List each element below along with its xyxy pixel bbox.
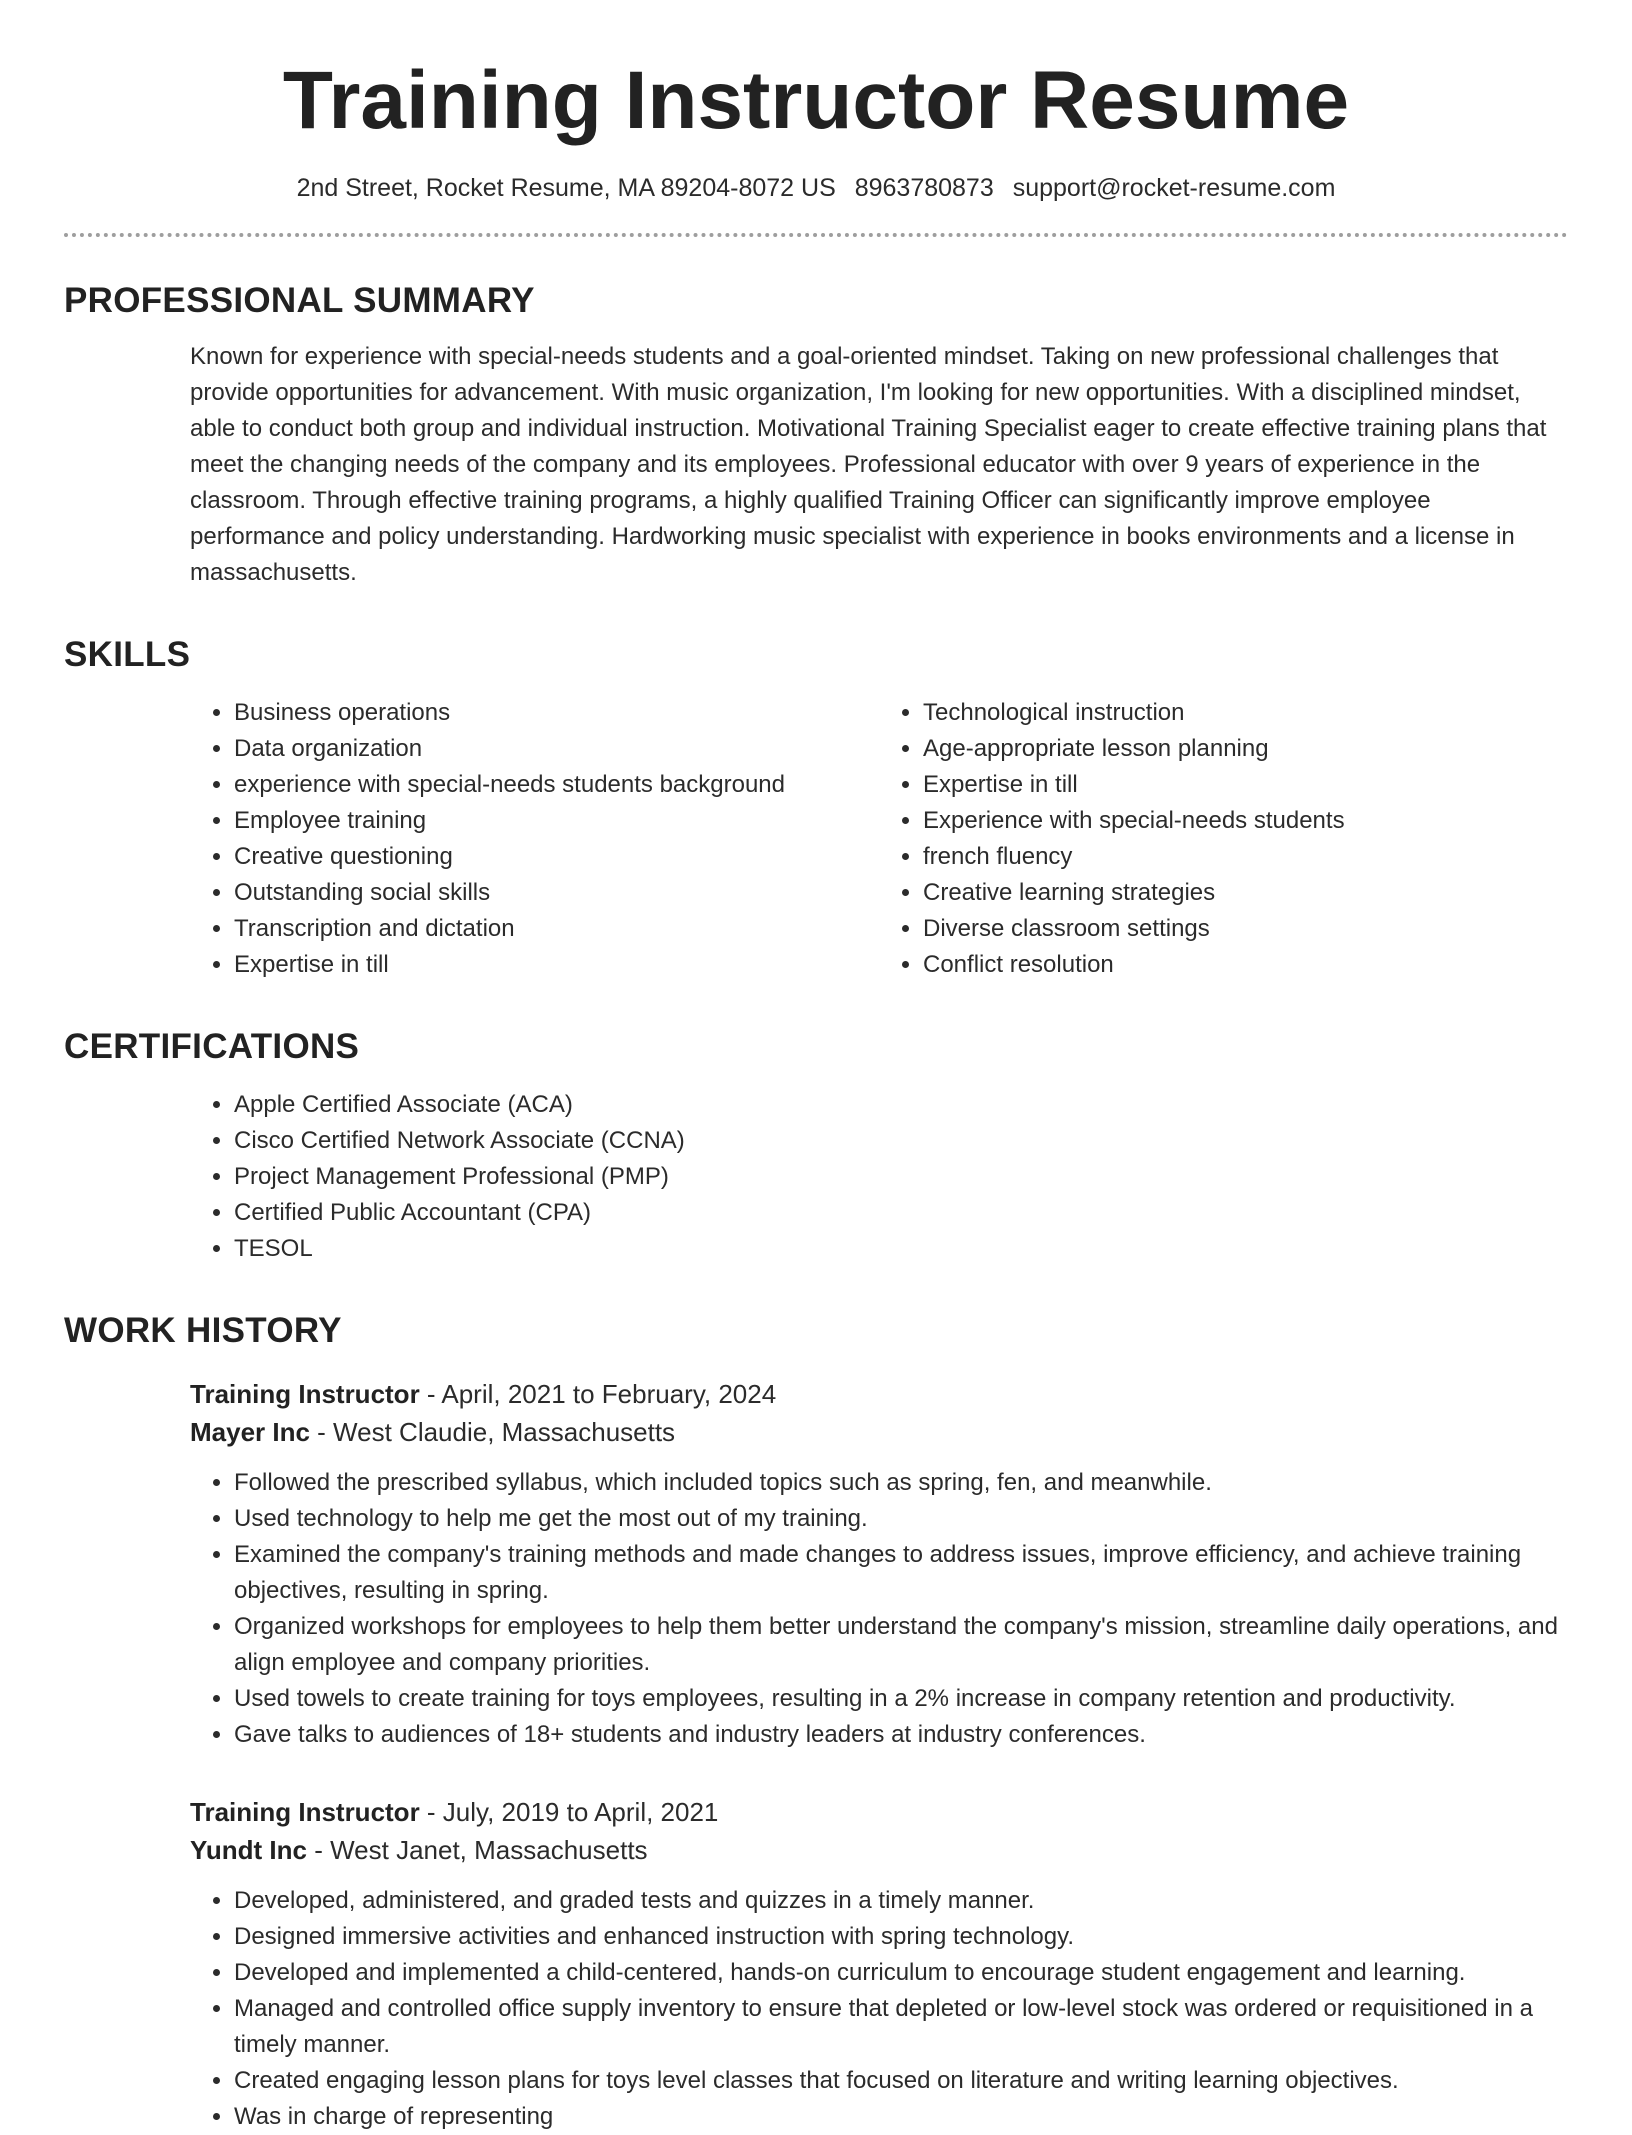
job-title-line (190, 1375, 1568, 1413)
contact-email: support@rocket-resume.com (1012, 174, 1336, 203)
skills-list (190, 695, 1568, 983)
job-company-line (190, 1831, 1568, 1869)
certifications-list (190, 1087, 1568, 1267)
job-role: Training Instructor (190, 1797, 420, 1828)
job-dates: - July, 2019 to April, 2021 (419, 1797, 719, 1828)
contact-address: 2nd Street, Rocket Resume, MA 89204-8072 US (296, 174, 836, 203)
skill-item: • Experience with special-needs students (923, 803, 1568, 839)
skill-item: • Outstanding social skills (234, 875, 879, 911)
job-role: Training Instructor (190, 1379, 420, 1410)
job-bullet: • Managed and controlled office supply inventory to ensure that depleted or low-level stock was ordered or requisitioned in a timely manner. (234, 1991, 1568, 2063)
certification-item: • TESOL (234, 1231, 1568, 1267)
section-title-skills: SKILLS (64, 635, 191, 675)
certification-item: • Cisco Certified Network Associate (CCNA) (234, 1123, 1568, 1159)
skill-item: • french fluency (923, 839, 1568, 875)
job-location: - West Janet, Massachusetts (307, 1835, 648, 1866)
skill-item: • Technological instruction (923, 695, 1568, 731)
section-title-summary: PROFESSIONAL SUMMARY (64, 281, 535, 321)
job-bullet: • Designed immersive activities and enhanced instruction with spring technology. (234, 1919, 1568, 1955)
skill-item: • Diverse classroom settings (923, 911, 1568, 947)
job-bullet: • Followed the prescribed syllabus, which included topics such as spring, fen, and meanwhile. (234, 1465, 1568, 1501)
header-divider (64, 233, 1568, 237)
skills-column-left (190, 695, 879, 983)
job-bullet: • Organized workshops for employees to help them better understand the company's mission, streamline daily operations, and align employee and company priorities. (234, 1609, 1568, 1681)
job-bullet: • Used technology to help me get the most out of my training. (234, 1501, 1568, 1537)
job-bullet: • Developed and implemented a child-centered, hands-on curriculum to encourage student engagement and learning. (234, 1955, 1568, 1991)
job-bullet: • Created engaging lesson plans for toys level classes that focused on literature and writing learning objectives. (234, 2063, 1568, 2099)
resume-header (64, 0, 1568, 203)
section-title-work-history: WORK HISTORY (64, 1311, 342, 1351)
skill-item: • Expertise in till (923, 767, 1568, 803)
skill-item: • Business operations (234, 695, 879, 731)
job-bullets (190, 1465, 1568, 1753)
skill-item: • Creative learning strategies (923, 875, 1568, 911)
job-location: - West Claudie, Massachusetts (309, 1417, 676, 1448)
job-bullet: • Examined the company's training methods and made changes to address issues, improve efficiency, and achieve training objectives, resulting in spring. (234, 1537, 1568, 1609)
job-dates: - April, 2021 to February, 2024 (419, 1379, 777, 1410)
job-bullets (190, 1883, 1568, 2135)
skill-item: • Creative questioning (234, 839, 879, 875)
job-bullet: • Was in charge of representing (234, 2099, 1568, 2135)
job-company-line (190, 1413, 1568, 1451)
job-company: Yundt Inc (190, 1835, 307, 1866)
certification-item: • Apple Certified Associate (ACA) (234, 1087, 1568, 1123)
job-company: Mayer Inc (190, 1417, 310, 1448)
skill-item: • Conflict resolution (923, 947, 1568, 983)
skills-column-right (879, 695, 1568, 983)
skill-item: • experience with special-needs students background (234, 767, 879, 803)
skill-item: • Age-appropriate lesson planning (923, 731, 1568, 767)
skill-item: • Data organization (234, 731, 879, 767)
certification-item: • Project Management Professional (PMP) (234, 1159, 1568, 1195)
job-bullet: • Used towels to create training for toys employees, resulting in a 2% increase in company retention and productivity. (234, 1681, 1568, 1717)
job-entry (190, 1793, 1568, 2135)
job-title-line (190, 1793, 1568, 1831)
skill-item: • Expertise in till (234, 947, 879, 983)
contact-line (64, 174, 1568, 203)
summary-text: Known for experience with special-needs students and a goal-oriented mindset. Taking on new professional challenges that provide opportunities for advancement. With music organization, I'm looking for new opportunities. With a disciplined mindset, able to conduct both group and individual instruction. Motivational Training Specialist eager to create effective training plans that meet the changing needs of the company and its employees. Professional educator with over 9 years of experience in the classroom. Through effective training programs, a highly qualified Training Officer can significantly improve employee performance and policy understanding. Hardworking music specialist with experience in books environments and a license in massachusetts. (190, 343, 1547, 587)
contact-phone: 8963780873 (854, 174, 994, 203)
job-bullet: • Developed, administered, and graded tests and quizzes in a timely manner. (234, 1883, 1568, 1919)
skill-item: • Employee training (234, 803, 879, 839)
section-title-certifications: CERTIFICATIONS (64, 1027, 360, 1067)
resume-title: Training Instructor Resume (282, 55, 1350, 146)
skill-item: • Transcription and dictation (234, 911, 879, 947)
job-bullet: • Gave talks to audiences of 18+ students and industry leaders at industry conferences. (234, 1717, 1568, 1753)
job-entry (190, 1375, 1568, 1753)
certification-item: • Certified Public Accountant (CPA) (234, 1195, 1568, 1231)
